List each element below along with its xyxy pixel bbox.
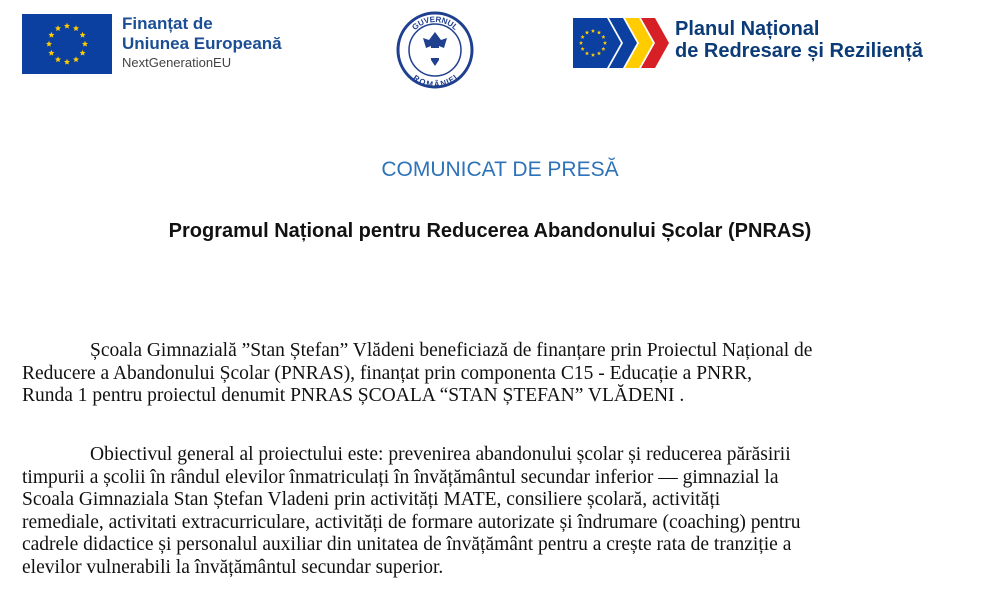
logo-header: [0, 0, 1000, 90]
program-title: Programul Național pentru Reducerea Abandonului Școlar (PNRAS): [168, 220, 812, 242]
eu-line1: Finanțat de: [122, 14, 213, 33]
pnrr-logo: [573, 18, 923, 68]
romanian-government-seal-icon: [395, 10, 475, 90]
paragraph-line: timpurii a școlii în rândul elevilor înmatriculați în învățământul secundar inferior — gimnazial la: [22, 466, 779, 488]
paragraph-line: Obiectivul general al proiectului este: prevenirea abandonului școlar și reducerea părăsirii: [90, 444, 791, 465]
pnrr-arrow-flag-icon: [573, 18, 669, 68]
paragraph-line: Runda 1 pentru proiectul denumit PNRAS ȘCOALA “STAN ȘTEFAN” VLĂDENI .: [22, 385, 685, 406]
press-release-heading: COMUNICAT DE PRESĂ: [381, 158, 619, 181]
paragraph-objective: [22, 444, 982, 579]
pnrr-line1: Planul Național: [675, 18, 820, 40]
paragraph-line: Scoala Gimnaziala Stan Ștefan Vladeni prin activități MATE, consiliere școlară, activități: [22, 489, 721, 510]
paragraph-line: Reducere a Abandonului Școlar (PNRAS), finanțat prin componenta C15 - Educație a PNRR,: [22, 362, 753, 384]
paragraph-line: elevilor vulnerabili la învățământul secundar superior.: [22, 556, 444, 578]
paragraph-line: Școala Gimnazială ”Stan Ștefan” Vlădeni beneficiază de finanțare prin Proiectul Național de: [90, 340, 813, 361]
eu-flag-icon: [22, 14, 112, 74]
svg-text:ROMÂNIEI: ROMÂNIEI: [411, 73, 460, 90]
pnrr-line2: de Redresare și Reziliență: [675, 40, 923, 62]
eu-funding-logo: [22, 14, 282, 74]
pnrr-logo-text: [675, 18, 923, 62]
paragraph-line: cadrele didactice și personalul auxiliar din unitatea de învățământ pentru a crește rata de tranziție a: [22, 534, 792, 555]
eu-line2: Uniunea Europeană: [122, 34, 282, 53]
svg-text:GUVERNUL: GUVERNUL: [410, 14, 460, 32]
paragraph-funding: [22, 340, 982, 408]
eu-line3: NextGenerationEU: [122, 55, 232, 70]
paragraph-line: remediale, activitati extracurriculare, activități de formare autorizate și îndrumare (coaching) pentru: [22, 511, 801, 533]
eu-logo-text: [122, 14, 282, 72]
